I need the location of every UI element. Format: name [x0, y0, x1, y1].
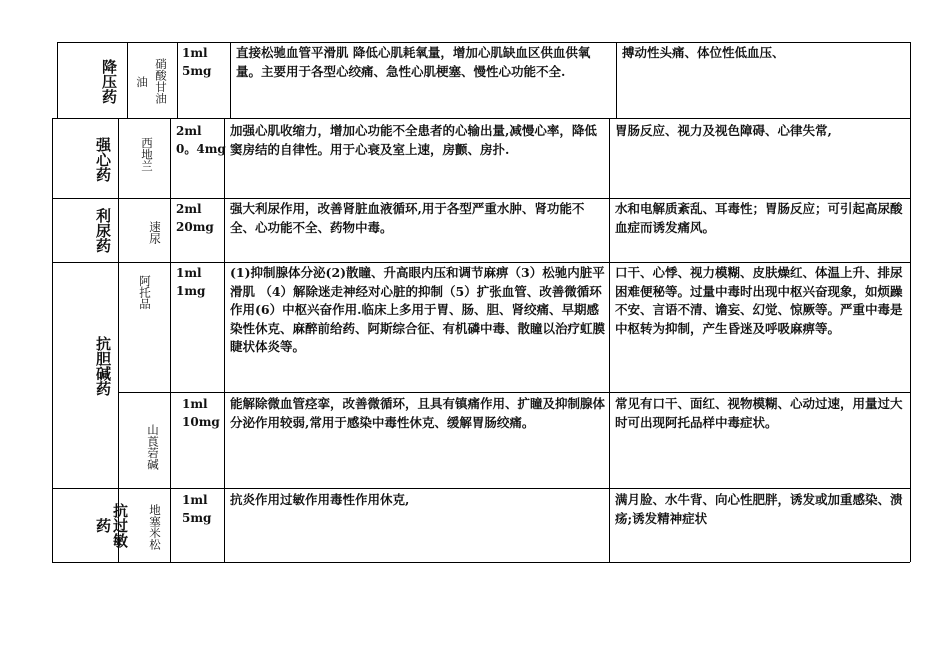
dose — [176, 264, 205, 300]
side-effects: 口干、心悸、视力模糊、皮肤燥红、体温上升、排尿困难便秘等。过量中毒时出现中枢兴奋现象，如烦躁不安、言语不清、谵妄、幻觉、惊厥等。严重中毒是中枢转为抑制，产生昏迷及呼吸麻痹等。 — [615, 265, 903, 336]
dose-amount: 1mg — [176, 284, 206, 298]
dose-amount: 20mg — [176, 220, 214, 234]
drug-name: 速尿 — [148, 220, 162, 244]
side-effects: 满月脸、水牛背、向心性肥胖，诱发或加重感染、溃疡;诱发精神症状 — [615, 492, 903, 526]
dose-volume: 1ml — [182, 46, 208, 60]
dose-amount: 10mg — [182, 415, 220, 429]
dose — [176, 122, 226, 158]
pharmacological-action: 抗炎作用过敏作用毒性作用休克, — [230, 492, 410, 507]
dose-amount: 0。4mg — [176, 142, 226, 156]
dose — [182, 44, 211, 80]
pharmacological-action: 直接松驰血管平滑肌 降低心肌耗氧量，增加心肌缺血区供血供氧量。主要用于各型心绞痛、急性心肌梗塞、慢性心功能不全. — [236, 45, 591, 79]
category-label: 抗胆碱药 — [94, 336, 112, 396]
pharmacological-action: 加强心肌收缩力，增加心功能不全患者的心输出量,减慢心率，降低窦房结的自律性。用于心衰及室上速，房颤、房扑. — [230, 123, 597, 157]
drug-name: 硝酸甘油 — [154, 58, 168, 104]
dose-volume: 2ml — [176, 124, 202, 138]
side-effects: 水和电解质紊乱、耳毒性；胃肠反应；可引起高尿酸血症而诱发痛风。 — [615, 201, 903, 235]
drug-name-fragment: 油 — [136, 75, 148, 89]
pharmacological-action: 能解除微血管痉挛，改善微循环，且具有镇痛作用、扩瞳及抑制腺体分泌作用较弱,常用于感染中毒性休克、缓解胃肠绞痛。 — [230, 396, 606, 430]
drug-name: 阿托品 — [138, 274, 152, 310]
dose-volume: 1ml — [182, 397, 208, 411]
side-effects: 搏动性头痛、体位性低血压、 — [622, 45, 785, 60]
dose — [182, 491, 211, 527]
dose-amount: 5mg — [182, 64, 212, 78]
category-label: 强心药 — [94, 136, 112, 182]
pharmacological-action: 强大利尿作用，改善肾脏血液循环,用于各型严重水肿、肾功能不全、心功能不全、药物中毒。 — [230, 201, 585, 235]
dose-volume: 2ml — [176, 202, 202, 216]
side-effects: 胃肠反应、视力及视色障碍、心律失常, — [615, 123, 832, 138]
dose — [176, 200, 214, 236]
dose — [182, 395, 220, 431]
side-effects: 常见有口干、面红、视物模糊、心动过速，用量过大时可出现阿托品样中毒症状。 — [615, 396, 903, 430]
drug-name: 地塞米松 — [148, 504, 162, 550]
dose-volume: 1ml — [176, 266, 202, 280]
category-label: 抗过敏药 — [94, 502, 129, 548]
pharmacological-action: (1)抑制腺体分泌(2)散瞳、升高眼内压和调节麻痹（3）松驰内脏平滑肌 （4）解除迷走神经对心脏的抑制（5）扩张血管、改善微循环作用(6）中枢兴奋作用.临床上多用于胃、肠、胆、肾绞痛、早期感染性休克、麻醉前给药、阿斯综合征、有机磷中毒、散瞳以治疗虹膜睫状体炎等。 — [230, 265, 606, 354]
category-label: 降压药 — [100, 58, 118, 104]
category-label: 利尿药 — [94, 207, 112, 253]
dose-amount: 5mg — [182, 511, 212, 525]
dose-volume: 1ml — [182, 493, 208, 507]
drug-name: 山莨菪碱 — [146, 424, 160, 470]
drug-name: 西地兰 — [140, 136, 154, 172]
